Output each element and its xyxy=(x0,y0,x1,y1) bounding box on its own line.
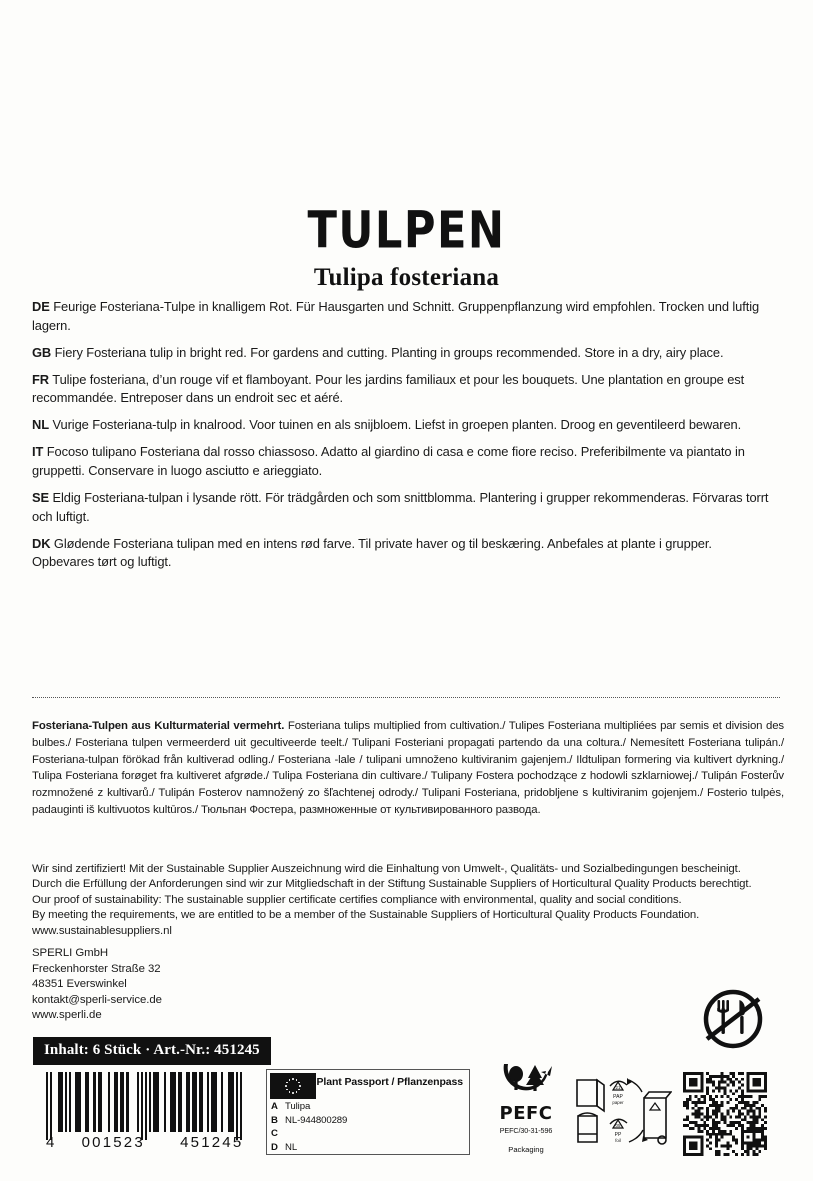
language-code: DE xyxy=(32,299,50,314)
description-text: Focoso tulipano Fosteriana dal rosso chiassoso. Adatto al giardino di casa e come fiore reciso. Preferibilmente va piantato in gruppetti. Conservare in luogo asciutto e arieggiato. xyxy=(32,444,745,479)
passport-row-d xyxy=(271,1141,467,1155)
description-fr xyxy=(32,371,769,408)
svg-text:PAP: PAP xyxy=(613,1094,623,1100)
language-code: NL xyxy=(32,417,50,433)
certification-text xyxy=(32,862,772,939)
description-gb xyxy=(32,344,769,363)
qr-code-icon xyxy=(683,1072,767,1156)
passport-row-key: A xyxy=(271,1101,278,1112)
certification-line: www.sustainablesuppliers.nl xyxy=(32,924,172,937)
certification-line: Durch die Erfüllung der Anforderungen sind wir zur Mitgliedschaft in der Stiftung Sustainable Suppliers of Horticultural Quality Products berechtigt. xyxy=(32,878,752,891)
content-banner: Inhalt: 6 Stück · Art.-Nr.: 451245 xyxy=(33,1037,271,1065)
cultivation-lead: Fosteriana-Tulpen aus Kulturmaterial vermehrt. xyxy=(32,720,285,732)
cultivation-note xyxy=(32,718,784,819)
pefc-logo-icon xyxy=(498,1062,554,1104)
svg-text:PP: PP xyxy=(614,1132,622,1138)
passport-row-value: NL-944800289 xyxy=(285,1114,348,1126)
language-code: GB xyxy=(32,344,52,360)
svg-text:05: 05 xyxy=(615,1123,621,1128)
svg-text:paper: paper xyxy=(612,1100,624,1105)
description-it xyxy=(32,443,769,480)
barcode-left-group: 001523 xyxy=(81,1134,145,1151)
passport-row-value xyxy=(285,1127,467,1141)
barcode-digits xyxy=(46,1134,261,1151)
passport-row-key: C xyxy=(271,1128,278,1139)
description-se xyxy=(32,489,769,526)
barcode-lead-digit: 4 xyxy=(46,1134,57,1151)
certification-line: Wir sind zertifiziert! Mit der Sustainable Supplier Auszeichnung wird die Einhaltung von Umwelt-, Qualitäts- und Sozialbedingungen bescheinigt. xyxy=(32,863,741,875)
botanical-name: Tulipa fosteriana xyxy=(313,264,500,291)
description-text: Glødende Fosteriana tulipan med en intens rød farve. Til private haver og til beskæring. Anbefales at plante i grupper. Opbevares tørt og luftigt. xyxy=(32,535,712,570)
language-code: FR xyxy=(32,371,50,387)
plant-passport xyxy=(266,1069,470,1155)
description-text: Tulipe fosteriana, d’un rouge vif et flamboyant. Pour les jardins familiaux et pour les bouquets. Une plantation en groupe est recommandée. Entreposer dans un endroit sec et aéré. xyxy=(32,371,745,406)
pefc-caption: Packaging xyxy=(508,1145,544,1154)
recycling-diagram-icon xyxy=(572,1072,672,1150)
certification-line: By meeting the requirements, we are entitled to be a member of the Sustainable Suppliers of Horticultural Quality Products Foundation. xyxy=(32,909,700,922)
address-line: kontakt@sperli-service.de xyxy=(32,993,162,1006)
company-address xyxy=(32,946,162,1024)
passport-row-value: NL xyxy=(285,1141,298,1153)
page-title: TULPEN xyxy=(307,200,506,260)
passport-title: Plant Passport / Pflanzenpass xyxy=(316,1076,463,1088)
passport-row-value: Tulipa xyxy=(285,1101,311,1112)
description-de xyxy=(32,298,769,335)
description-list xyxy=(32,298,780,580)
address-line: SPERLI GmbH xyxy=(32,947,109,959)
description-nl xyxy=(32,416,769,435)
title-block xyxy=(0,200,813,292)
svg-text:foil: foil xyxy=(615,1138,621,1143)
description-text: Vurige Fosteriana-tulp in knalrood. Voor tuinen en als snijbloem. Liefst in groepen planten. Droog en geventileerd bewaren. xyxy=(52,417,742,433)
passport-rows xyxy=(271,1100,467,1154)
passport-row-key: B xyxy=(271,1114,278,1126)
passport-header xyxy=(267,1070,469,1096)
description-text: Eldig Fosteriana-tulpan i lysande rött. För trädgården och som snittblomma. Plantering i grupper rekommenderas. Förvaras torrt och luftigt. xyxy=(32,490,769,524)
description-dk xyxy=(32,535,769,572)
description-text: Feurige Fosteriana-Tulpe in knalligem Rot. Für Hausgarten und Schnitt. Gruppenpflanzung wird empfohlen. Trocken und luftig lagern. xyxy=(32,299,760,333)
pefc-wordmark: PEFC xyxy=(499,1103,553,1124)
language-code: IT xyxy=(32,444,44,460)
address-line: 48351 Everswinkel xyxy=(32,978,127,991)
certification-line: Our proof of sustainability: The sustainable supplier certificate certifies compliance with environmental, quality and social conditions. xyxy=(32,893,682,906)
address-line: Freckenhorster Straße 32 xyxy=(32,962,161,975)
svg-text:21: 21 xyxy=(615,1085,621,1090)
passport-row-key: D xyxy=(271,1141,278,1153)
language-code: DK xyxy=(32,535,51,551)
passport-row-c xyxy=(271,1127,467,1141)
passport-row-a xyxy=(271,1100,467,1114)
barcode-right-group: 451245 xyxy=(180,1134,244,1151)
dotted-divider xyxy=(32,697,780,698)
no-food-contact-icon xyxy=(698,986,768,1052)
barcode xyxy=(46,1072,261,1164)
passport-row-b xyxy=(271,1114,467,1128)
language-code: SE xyxy=(32,490,50,506)
address-line: www.sperli.de xyxy=(32,1009,102,1022)
description-text: Fiery Fosteriana tulip in bright red. For gardens and cutting. Planting in groups recommended. Store in a dry, airy place. xyxy=(54,344,724,360)
barcode-bars xyxy=(46,1072,261,1140)
cultivation-translations: Fosteriana tulips multiplied from cultivation./ Tulipes Fosteriana multipliées par semis et division des bulbes./ Fosteriana tulpen vermeerderd uit gecultiveerde teelt./ Tulipani Fosteriani propagati partendo da una coltura./ Nemesített Fosteriana tulipán./ Fosteriana-tulpan förökad från kultiverad odling./ Fosteriana -lale / tulipani umnoženo kultiviranim gajenjem./ Ildtulipan formering via kultivert dyrkning./ Tulipa Fosteriana forøget fra kultiveret afgrøde./ Tulipa Fosteriana din cultivare./ Tulipany Fostera pochodzące z hodowli szklarniowej./ Tulipán Fosterův rozmnožené z kultivarů./ Tulipán Fosterov namnožený zo šľachtenej odrody./ Tulipani Fosteriana, pridobljene s kultiviranim gojenjem./ Fosterio tulpės, padauginti iš kultivuotos kultūros./ Тюльпан Фостера, размноженные от культивированного развода. xyxy=(32,720,784,816)
eu-flag-icon xyxy=(270,1073,316,1099)
pefc-code: PEFC/30-31-596 xyxy=(499,1126,553,1135)
pefc-certification xyxy=(483,1062,569,1154)
